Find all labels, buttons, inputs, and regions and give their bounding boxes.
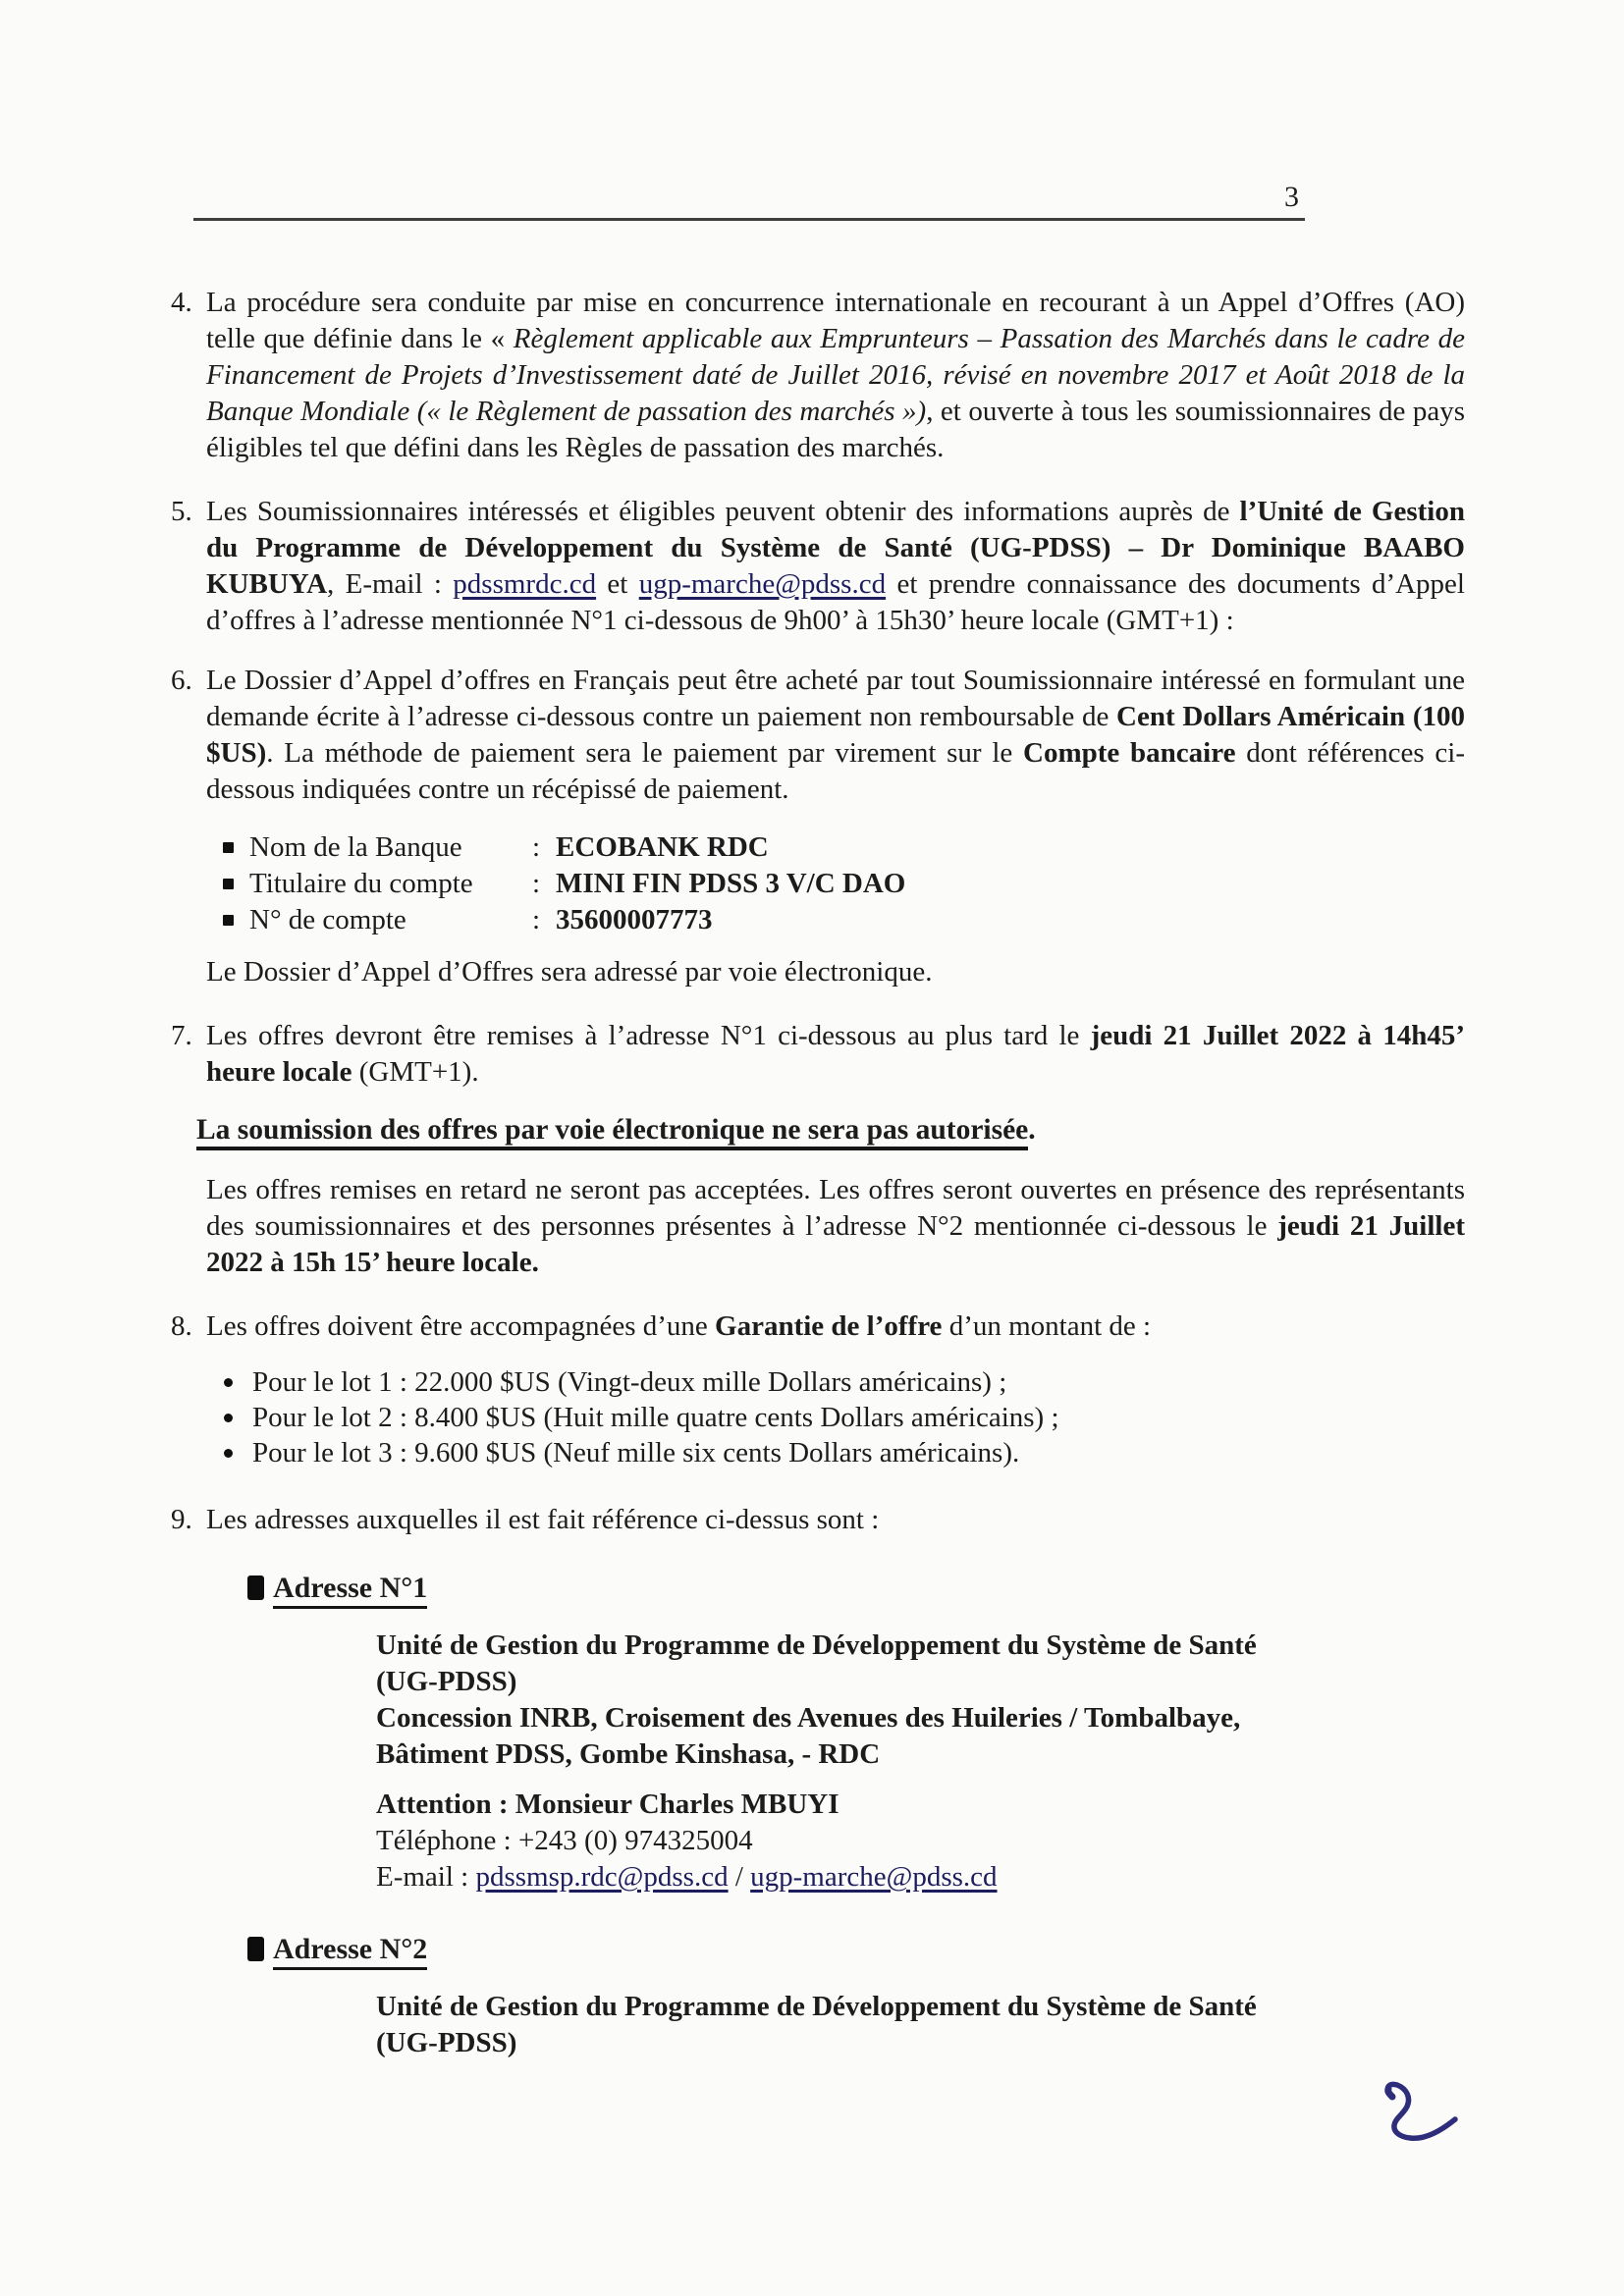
- paragraph-4-number: 4.: [171, 287, 192, 318]
- text-segment: , E-mail :: [327, 568, 454, 600]
- paragraph-5: [157, 494, 1465, 639]
- text-segment: Les offres devront être remises à l’adresse N°1 ci-dessous au plus tard le: [206, 1020, 1091, 1051]
- text-segment: La soumission des offres par voie électronique ne sera pas autorisée: [196, 1114, 1028, 1150]
- lot-item-3: [224, 1435, 1465, 1470]
- paragraph-6: [157, 663, 1465, 808]
- paragraph-7: [157, 1018, 1465, 1091]
- lot-item-text: Pour le lot 2 : 8.400 $US (Huit mille quatre cents Dollars américains) ;: [252, 1402, 1059, 1433]
- bank-detail-row-account: [223, 902, 1465, 938]
- paragraph-7-body: [206, 1172, 1465, 1281]
- square-bullet-icon: [247, 1575, 264, 1600]
- paragraph-4-text: [206, 285, 1465, 466]
- bank-separator: :: [532, 904, 541, 935]
- text-segment: (GMT+1).: [352, 1056, 479, 1088]
- bank-value: ECOBANK RDC: [556, 831, 769, 863]
- address-line: (UG-PDSS): [376, 1666, 517, 1697]
- address-line: (UG-PDSS): [376, 2027, 517, 2058]
- text-segment: dont références ci-dessous indiquées contre un récépissé de paiement.: [206, 737, 1465, 805]
- email-link[interactable]: pdssmrdc.cd: [453, 568, 597, 600]
- text-segment: Règlement applicable aux Emprunteurs – Passation des Marchés dans le cadre de Financement de Projets d’Investissement daté de Juillet 2016, révisé en novembre 2017 et Août 2018 de la Banque Mondiale (« le Règlement de passation des marchés »): [206, 323, 1466, 427]
- round-bullet-icon: [224, 1378, 233, 1387]
- text-segment: jeudi 21 Juillet 2022 à 15h 15’ heure locale.: [206, 1210, 1465, 1278]
- text-segment: . La méthode de paiement sera le paiement par virement sur le: [266, 737, 1024, 769]
- text-segment: La procédure sera conduite par mise en concurrence internationale en recourant à un Appel d’Offres (AO) telle que définie dans le «: [206, 287, 1465, 354]
- round-bullet-icon: [224, 1449, 233, 1458]
- text-segment: Compte bancaire: [1023, 737, 1236, 769]
- address-1-heading-text: Adresse N°1: [273, 1572, 427, 1609]
- text-segment: Cent Dollars Américain (100 $US): [206, 701, 1465, 769]
- address-line: Bâtiment PDSS, Gombe Kinshasa, - RDC: [376, 1738, 881, 1770]
- paragraph-7-number: 7.: [171, 1020, 192, 1051]
- lot-item-2: [224, 1400, 1465, 1435]
- email-line: [376, 1859, 1476, 1896]
- lot-item-text: Pour le lot 1 : 22.000 $US (Vingt-deux mille Dollars américains) ;: [252, 1366, 1007, 1398]
- bank-note: Le Dossier d’Appel d’Offres sera adressé par voie électronique.: [206, 956, 933, 988]
- address-1-heading: [247, 1570, 1465, 1606]
- email-link[interactable]: ugp-marche@pdss.cd: [638, 568, 887, 600]
- email-link[interactable]: pdssmsp.rdc@pdss.cd: [475, 1861, 729, 1893]
- text-segment: Les offres remises en retard ne seront pas acceptées. Les offres seront ouvertes en présence des représentants des soumissionnaires et des personnes présentes à l’adresse N°2 mentionnée ci-dessous le: [206, 1174, 1465, 1242]
- bid-security-lots-list: [157, 1364, 1465, 1470]
- address-1-contact: [376, 1787, 1476, 1896]
- phone-line: Téléphone : +243 (0) 974325004: [376, 1825, 753, 1856]
- lot-item-text: Pour le lot 3 : 9.600 $US (Neuf mille six cents Dollars américains).: [252, 1437, 1020, 1468]
- bank-separator: :: [532, 831, 541, 863]
- paragraph-8: [157, 1308, 1465, 1345]
- bank-separator: :: [532, 868, 541, 899]
- address-2-heading: [247, 1931, 1465, 1967]
- bank-label: N° de compte: [249, 904, 406, 935]
- address-1-block: [376, 1628, 1476, 1773]
- text-segment: jeudi 21 Juillet 2022 à 14h45’ heure locale: [206, 1020, 1465, 1088]
- text-segment: et prendre connaissance des documents d’Appel d’offres à l’adresse mentionnée N°1 ci-dessous de 9h00’ à 15h30’ heure locale (GMT+1) :: [206, 568, 1465, 636]
- paragraph-8-number: 8.: [171, 1310, 192, 1342]
- text-segment: Garantie de l’offre: [715, 1310, 943, 1342]
- address-2-heading-text: Adresse N°2: [273, 1933, 427, 1970]
- paragraph-9-text: Les adresses auxquelles il est fait référence ci-dessus sont :: [206, 1504, 880, 1535]
- square-bullet-icon: [247, 1937, 264, 1961]
- square-bullet-icon: [223, 842, 234, 853]
- bank-label: Titulaire du compte: [249, 868, 473, 899]
- bank-label: Nom de la Banque: [249, 831, 462, 863]
- electronic-submission-notice: [157, 1112, 1465, 1148]
- paragraph-9: [157, 1502, 1465, 1538]
- attention-line: Attention : Monsieur Charles MBUYI: [376, 1789, 839, 1820]
- paragraph-5-text: [206, 494, 1465, 639]
- text-segment: Le Dossier d’Appel d’offres en Français peut être acheté par tout Soumissionnaire intéressé en formulant une demande écrite à l’adresse ci-dessous contre un paiement non remboursable de: [206, 665, 1465, 732]
- text-segment: d’un montant de :: [942, 1310, 1152, 1342]
- paragraph-7-body-wrap: [157, 1172, 1465, 1281]
- square-bullet-icon: [223, 915, 234, 926]
- square-bullet-icon: [223, 879, 234, 889]
- address-2-block: [376, 1989, 1476, 2061]
- paragraph-4: [157, 285, 1465, 466]
- lot-item-1: [224, 1364, 1465, 1400]
- page-header: [193, 181, 1305, 221]
- round-bullet-icon: [224, 1414, 233, 1422]
- bank-detail-row-holder: [223, 866, 1465, 902]
- paragraph-5-number: 5.: [171, 496, 192, 527]
- bank-detail-row-name: [223, 829, 1465, 866]
- text-segment: E-mail :: [376, 1861, 476, 1893]
- address-line: Unité de Gestion du Programme de Développement du Système de Santé: [376, 1629, 1257, 1661]
- paragraph-8-intro: [206, 1308, 1465, 1345]
- email-link[interactable]: ugp-marche@pdss.cd: [750, 1861, 998, 1893]
- text-segment: Les offres doivent être accompagnées d’une: [206, 1310, 716, 1342]
- handwritten-mark: [1371, 2079, 1473, 2156]
- text-segment: l’Unité de Gestion du Programme de Développement du Système de Santé (UG-PDSS) – Dr Dominique BAABO KUBUYA: [206, 496, 1465, 600]
- page-number: 3: [1284, 181, 1299, 213]
- address-line: Concession INRB, Croisement des Avenues des Huileries / Tombalbaye,: [376, 1702, 1241, 1734]
- bank-details-list: [223, 829, 1465, 938]
- address-line: Unité de Gestion du Programme de Développement du Système de Santé: [376, 1991, 1257, 2022]
- paragraph-7-intro: [206, 1018, 1465, 1091]
- text-segment: , et ouverte à tous les soumissionnaires de pays éligibles tel que défini dans les Règles de passation des marchés.: [206, 396, 1465, 463]
- paragraph-6-number: 6.: [171, 665, 192, 696]
- bank-value: MINI FIN PDSS 3 V/C DAO: [556, 868, 906, 899]
- document-body: [157, 257, 1465, 2061]
- text-segment: .: [1028, 1114, 1036, 1146]
- text-segment: et: [596, 568, 639, 600]
- bank-value: 35600007773: [556, 904, 713, 935]
- text-segment: /: [728, 1861, 751, 1893]
- text-segment: Les Soumissionnaires intéressés et éligibles peuvent obtenir des informations auprès de: [206, 496, 1240, 527]
- paragraph-9-number: 9.: [171, 1504, 192, 1535]
- paragraph-6-text: [206, 663, 1465, 808]
